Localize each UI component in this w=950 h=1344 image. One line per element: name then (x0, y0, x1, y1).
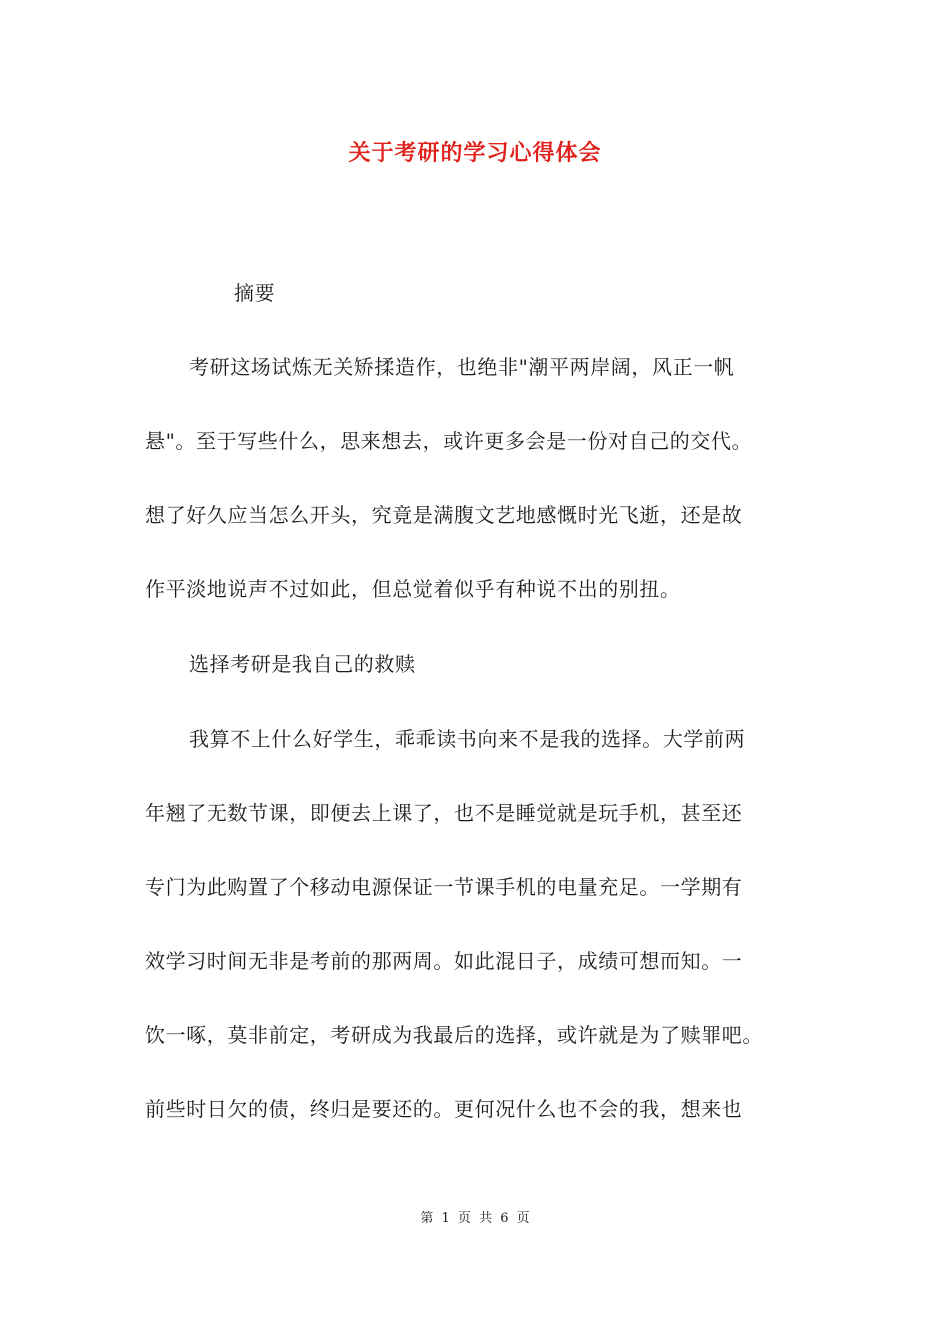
paragraph-line: 前些时日欠的债，终归是要还的。更何况什么也不会的我，想来也 (145, 1097, 743, 1121)
footer-suffix: 页 (516, 1211, 530, 1226)
paragraph-line: 效学习时间无非是考前的那两周。如此混日子，成绩可想而知。一 (145, 949, 743, 973)
footer-total-label: 共 (479, 1211, 493, 1226)
paragraph-line: 我算不上什么好学生，乖乖读书向来不是我的选择。大学前两 (189, 727, 746, 751)
total-pages-number: 6 (500, 1211, 509, 1226)
paragraph-line: 专门为此购置了个移动电源保证一节课手机的电量充足。一学期有 (145, 875, 743, 899)
paragraph-line: 饮一啄，莫非前定，考研成为我最后的选择，或许就是为了赎罪吧。 (145, 1023, 763, 1047)
footer-prefix: 第 (420, 1211, 434, 1226)
document-title: 关于考研的学习心得体会 (348, 140, 602, 166)
paragraph-line: 想了好久应当怎么开头，究竟是满腹文艺地感慨时光飞逝，还是故 (145, 503, 743, 527)
section-heading-abstract: 摘要 (234, 281, 276, 305)
page-footer (0, 1207, 950, 1226)
section-heading: 选择考研是我自己的救赎 (189, 652, 416, 676)
paragraph-line: 考研这场试炼无关矫揉造作，也绝非"潮平两岸阔，风正一帆 (189, 355, 735, 379)
paragraph-line: 作平淡地说声不过如此，但总觉着似乎有种说不出的别扭。 (145, 577, 681, 601)
footer-page-label: 页 (457, 1211, 471, 1226)
current-page-number: 1 (441, 1211, 450, 1226)
paragraph-line: 悬"。至于写些什么，思来想去，或许更多会是一份对自己的交代。 (145, 429, 753, 453)
paragraph-line: 年翘了无数节课，即便去上课了，也不是睡觉就是玩手机，甚至还 (145, 801, 743, 825)
